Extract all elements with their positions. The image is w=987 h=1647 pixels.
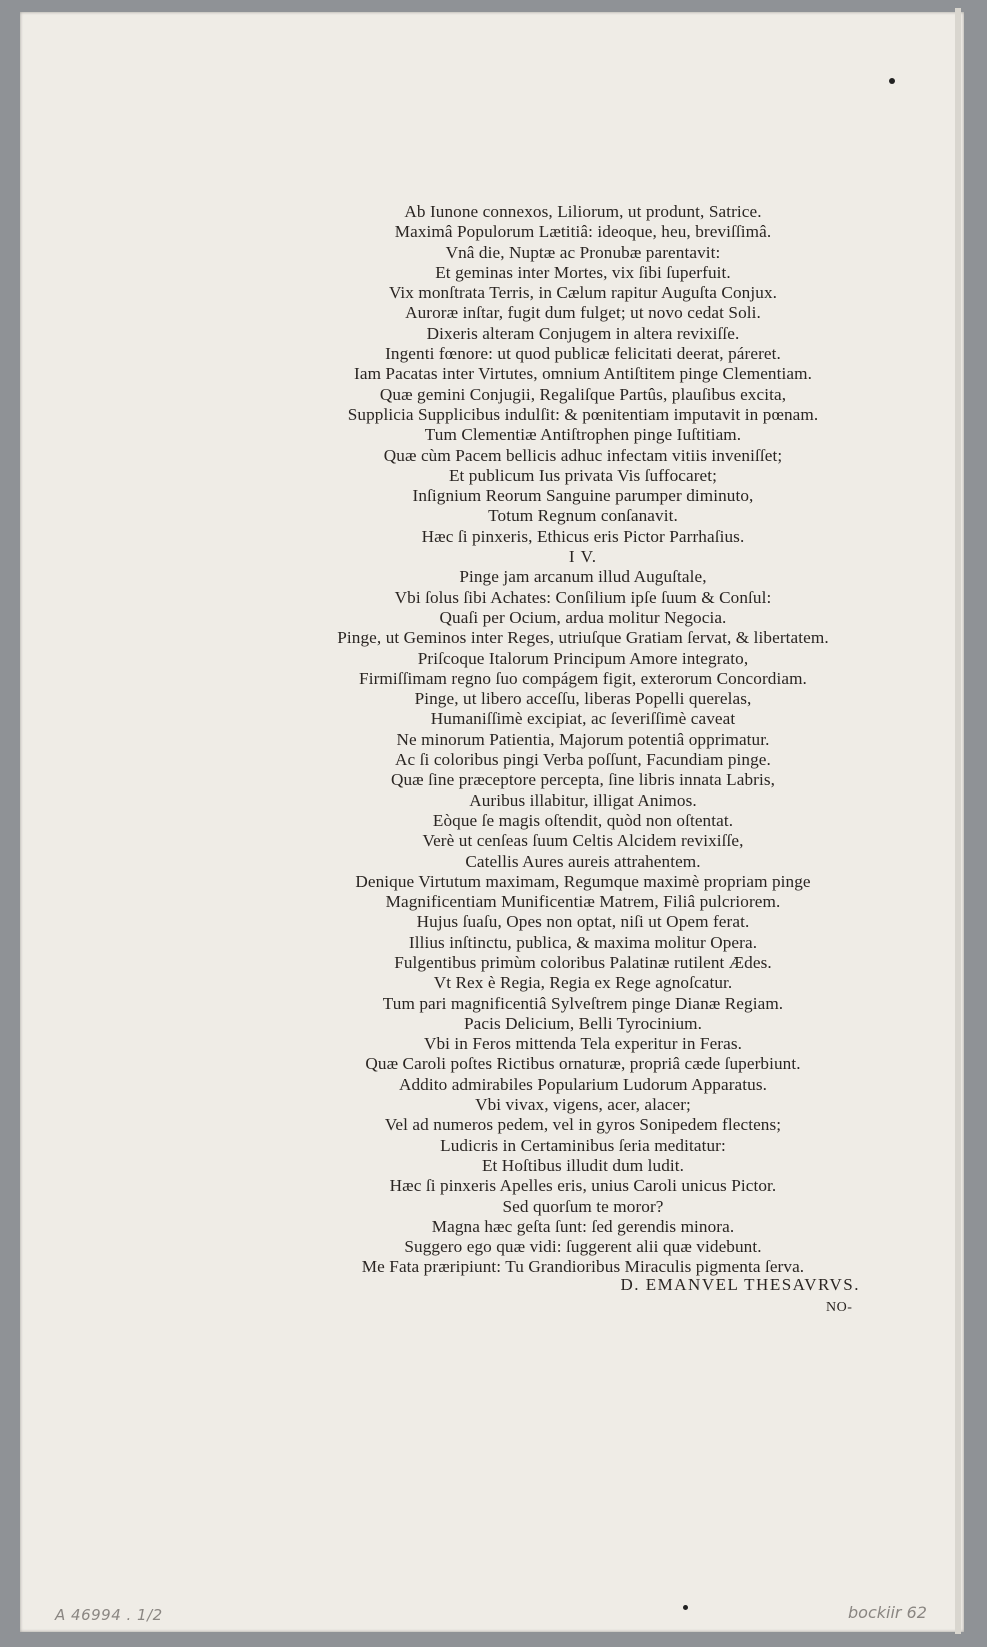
- ink-spot: [889, 78, 895, 84]
- ink-spot: [683, 1605, 688, 1610]
- shelfmark-left: A 46994 . 1/2: [55, 1606, 163, 1624]
- poem-line: Vt Rex è Regia, Regia ex Rege agnoſcatur.: [433, 973, 733, 993]
- shelfmark-right: bockiir 62: [848, 1603, 927, 1622]
- poem-line: Auribus illabitur, illigat Animos.: [469, 790, 697, 810]
- poem-line: Quaſi per Ocium, ardua molitur Negocia.: [439, 607, 727, 627]
- poem-line: Supplicia Supplicibus indulſit: & pœnitentiam imputavit in pœnam.: [347, 404, 819, 424]
- poem-line: Dixeris alteram Conjugem in altera revixiſſe.: [426, 323, 740, 343]
- poem-line: Et geminas inter Mortes, vix ſibi ſuperfuit.: [435, 262, 731, 282]
- catchword: NO-: [826, 1300, 853, 1315]
- poem-line: Ab Iunone connexos, Liliorum, ut produnt, Satrice.: [404, 202, 762, 221]
- poem-line: Hæc ſi pinxeris Apelles eris, unius Caroli unicus Pictor.: [389, 1176, 777, 1196]
- poem-line: Ludicris in Certaminibus ſeria meditatur:: [440, 1135, 726, 1155]
- poem-line: Quæ gemini Conjugii, Regaliſque Partûs, plauſibus excita,: [379, 384, 787, 404]
- poem-line: Catellis Aures aureis attrahentem.: [465, 851, 701, 871]
- poem-line: Vbi ſolus ſibi Achates: Conſilium ipſe ſuum & Conſul:: [394, 587, 772, 607]
- poem-line: Sed quorſum te moror?: [502, 1196, 664, 1216]
- poem-line: Iam Pacatas inter Virtutes, omnium Antiſtitem pinge Clementiam.: [354, 364, 812, 384]
- poem-line: Suggero ego quæ vidi: ſuggerent alii quæ videbunt.: [404, 1237, 762, 1257]
- poem-line: Priſcoque Italorum Principum Amore integrato,: [417, 648, 749, 668]
- section-heading: I V.: [568, 547, 598, 567]
- poem-line: Quæ Caroli poſtes Rictibus ornaturæ, propriâ cæde ſuperbiunt.: [365, 1054, 801, 1074]
- poem-line: Tum Clementiæ Antiſtrophen pinge Iuſtitiam.: [424, 425, 742, 445]
- poem-line: Pinge, ut Geminos inter Reges, utriuſque Gratiam ſervat, & libertatem.: [337, 628, 829, 648]
- poem-line: Hæc ſi pinxeris, Ethicus eris Pictor Parrhaſius.: [421, 526, 745, 546]
- poem-line: Ne minorum Patientia, Majorum potentiâ opprimatur.: [396, 729, 770, 749]
- poem-line: Fulgentibus primùm coloribus Palatinæ rutilent Ædes.: [394, 952, 772, 972]
- poem-line: Vbi vivax, vigens, acer, alacer;: [475, 1095, 691, 1115]
- poem-text: [270, 202, 896, 1278]
- poem-line: Firmiſſimam regno ſuo compágem figit, exterorum Concordiam.: [359, 668, 807, 688]
- poem-line: Vnâ die, Nuptæ ac Pronubæ parentavit:: [445, 242, 721, 262]
- poem-line: Denique Virtutum maximam, Regumque maximè propriam pinge: [355, 871, 811, 891]
- poem-line: Et publicum Ius privata Vis ſuffocaret;: [448, 465, 718, 485]
- poem-line: Pacis Delicium, Belli Tyrocinium.: [463, 1013, 703, 1033]
- poem-line: Ac ſi coloribus pingi Verba poſſunt, Facundiam pinge.: [395, 750, 771, 770]
- poem-line: Addito admirabiles Popularium Ludorum Apparatus.: [398, 1074, 768, 1094]
- poem-line: Quæ cùm Pacem bellicis adhuc infectam vitiis inveniſſet;: [383, 445, 783, 465]
- poem-line: Quæ ſine præceptore percepta, ſine libris innata Labris,: [390, 770, 776, 790]
- poem-line: Me Fata præripiunt: Tu Grandioribus Miraculis pigmenta ſerva.: [361, 1257, 805, 1277]
- poem-line: Maximâ Populorum Lætitiâ: ideoque, heu, breviſſimâ.: [394, 222, 772, 242]
- poem-line: Magnificentiam Munificentiæ Matrem, Filiâ pulcriorem.: [385, 892, 781, 912]
- poem-line: Vbi in Feros mittenda Tela experitur in Feras.: [423, 1034, 743, 1054]
- poem-line: Vel ad numeros pedem, vel in gyros Sonipedem flectens;: [384, 1115, 782, 1135]
- poem-line: Inſignium Reorum Sanguine parumper diminuto,: [412, 486, 754, 506]
- poem-line: Pinge, ut libero acceſſu, liberas Popelli querelas,: [414, 689, 752, 709]
- poem-line: Magna hæc geſta ſunt: ſed gerendis minora.: [431, 1216, 735, 1236]
- poem-line: Auroræ inſtar, fugit dum fulget; ut novo cedat Soli.: [405, 303, 761, 323]
- page-edge: [955, 8, 961, 1634]
- poem-line: Pinge jam arcanum illud Auguſtale,: [459, 567, 707, 587]
- poem-line: Vix monſtrata Terris, in Cælum rapitur Auguſta Conjux.: [388, 283, 778, 303]
- poem-line: Hujus ſuaſu, Opes non optat, niſi ut Opem ferat.: [416, 912, 750, 932]
- poem-line: Ingenti fœnore: ut quod publicæ felicitati deerat, páreret.: [385, 344, 781, 364]
- author-signature: D. EMANVEL THESAVRVS.: [620, 1275, 860, 1294]
- poem-line: Et Hoſtibus illudit dum ludit.: [481, 1155, 685, 1175]
- poem-line: Humaniſſimè excipiat, ac ſeveriſſimè caveat: [430, 709, 736, 729]
- poem-line: Totum Regnum conſanavit.: [488, 506, 678, 526]
- poem-line: Eòque ſe magis oſtendit, quòd non oſtentat.: [432, 810, 734, 830]
- poem-line: Illius inſtinctu, publica, & maxima molitur Opera.: [408, 932, 758, 952]
- poem-line: Tum pari magnificentiâ Sylveſtrem pinge Dianæ Regiam.: [382, 993, 784, 1013]
- poem-line: Verè ut cenſeas ſuum Celtis Alcidem revixiſſe,: [422, 831, 744, 851]
